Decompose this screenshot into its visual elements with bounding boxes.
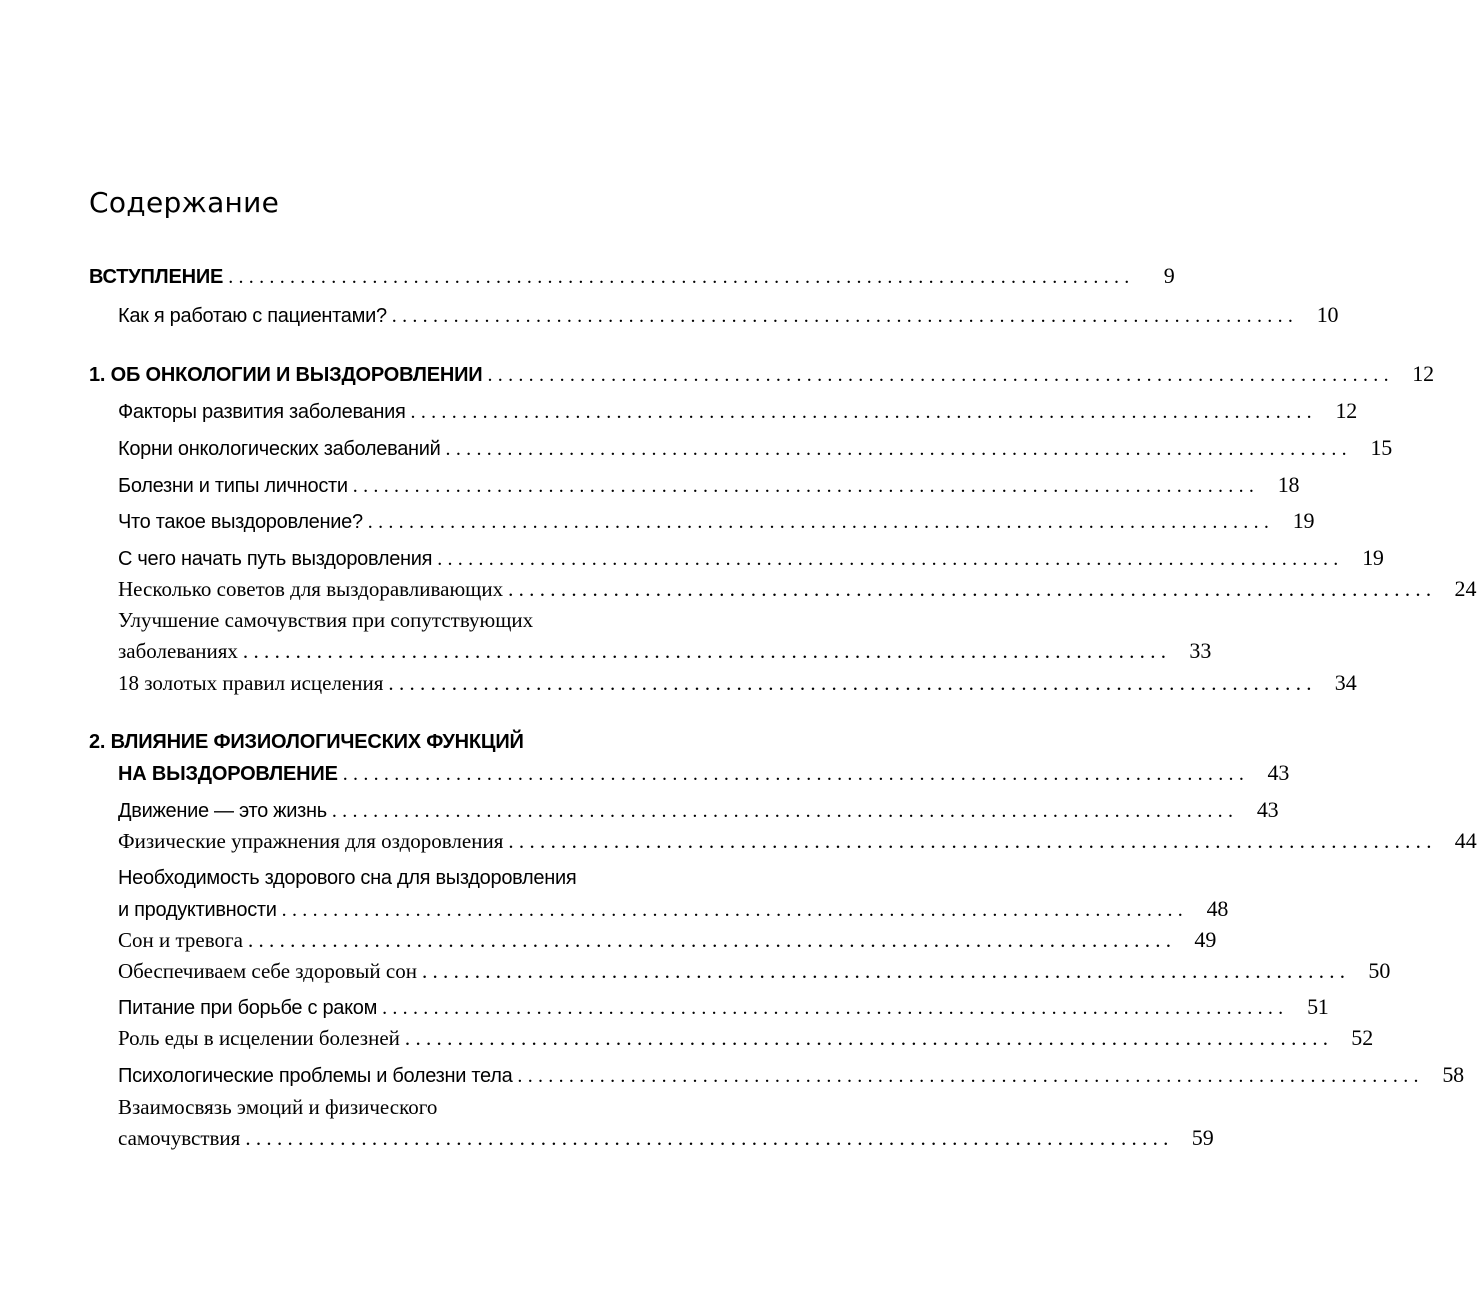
toc-entry[interactable] (0, 472, 1300, 499)
toc-entry-text: Что такое выздоровление? (118, 511, 363, 533)
toc-page-number: 51 (1307, 994, 1329, 1019)
toc-page-number: 19 (1362, 545, 1384, 570)
dot-leader: ........................................................................................ (228, 266, 1135, 288)
dot-leader: ........................................................................................ (245, 1126, 1174, 1150)
toc-page-number: 49 (1194, 927, 1217, 952)
toc-page-number: 15 (1370, 435, 1392, 460)
toc-entry[interactable] (0, 435, 1392, 462)
toc-page-number: 24 (1454, 576, 1477, 601)
dot-leader: ........................................................................................ (508, 829, 1437, 853)
toc-entry-line: Улучшение самочувствия при сопутствующих (118, 608, 534, 632)
toc-page-number: 10 (1316, 302, 1339, 327)
toc-entry[interactable] (0, 398, 1357, 425)
toc-entry[interactable] (0, 994, 1329, 1021)
toc-page-number: 12 (1412, 361, 1434, 386)
dot-leader: ........................................................................................ (437, 548, 1344, 570)
toc-entry[interactable] (0, 545, 1384, 572)
toc-entry-line: Необходимость здорового сна для выздоровления (118, 867, 577, 889)
toc-entry[interactable] (0, 1062, 1464, 1089)
dot-leader: ........................................................................................ (487, 364, 1394, 386)
toc-page-number: 58 (1442, 1062, 1464, 1087)
toc-entry[interactable] (0, 828, 1477, 854)
toc-entry[interactable] (0, 797, 1279, 824)
toc-page-number: 33 (1189, 638, 1212, 663)
toc-entry[interactable] (0, 508, 1315, 535)
toc-entry[interactable] (0, 302, 1339, 329)
toc-entry[interactable] (0, 670, 1357, 696)
toc-page-number: 43 (1267, 760, 1290, 785)
toc-entry-text: заболеваниях (118, 639, 238, 663)
dot-leader: ........................................................................................ (517, 1065, 1424, 1087)
toc-page-number: 50 (1368, 958, 1391, 983)
toc-page-number: 59 (1191, 1125, 1214, 1150)
dot-leader: ........................................................................................ (404, 1026, 1334, 1050)
dot-leader: ........................................................................................ (331, 800, 1239, 822)
dot-leader: ........................................................................................ (342, 763, 1250, 785)
toc-entry-text: 18 золотых правил исцеления (118, 671, 384, 695)
toc-entry-text: Роль еды в исцелении болезней (118, 1026, 400, 1050)
toc-entry-text: ВСТУПЛЕНИЕ (89, 266, 224, 288)
toc-entry[interactable] (0, 896, 1229, 923)
dot-leader: ........................................................................................ (445, 438, 1352, 460)
toc-page-number: 12 (1335, 398, 1357, 423)
toc-entry-text: Как я работаю с пациентами? (118, 305, 387, 327)
toc-entry[interactable] (0, 927, 1217, 953)
toc-entry-text: НА ВЫЗДОРОВЛЕНИЕ (118, 763, 338, 785)
toc-entry-text: самочувствия (118, 1126, 241, 1150)
toc-entry-text: Несколько советов для выздоравливающих (118, 577, 504, 601)
toc-page-number: 52 (1351, 1025, 1374, 1050)
toc-entry-text: 1. ОБ ОНКОЛОГИИ И ВЫЗДОРОВЛЕНИИ (89, 364, 483, 386)
toc-page-number: 34 (1334, 670, 1357, 695)
toc-page-number: 43 (1256, 797, 1279, 822)
toc-entry-text: Корни онкологических заболеваний (118, 438, 441, 460)
toc-entry-line: Взаимосвязь эмоций и физического (118, 1095, 438, 1119)
page-title: Содержание (89, 186, 280, 219)
toc-entry-text: Питание при борьбе с раком (118, 997, 378, 1019)
toc-entry-text: Психологические проблемы и болезни тела (118, 1065, 513, 1087)
toc-page-number: 44 (1454, 828, 1477, 853)
toc-entry-text: Физические упражнения для оздоровления (118, 829, 504, 853)
toc-entry[interactable] (0, 958, 1391, 984)
toc-page-number: 19 (1292, 508, 1315, 533)
toc-entry[interactable] (0, 576, 1477, 602)
toc-entry-text: и продуктивности (118, 899, 277, 921)
dot-leader: ........................................................................................ (247, 928, 1177, 952)
toc-entry-chapter-1[interactable] (0, 361, 1434, 388)
toc-entry-text: Факторы развития заболевания (118, 401, 406, 423)
dot-leader: ........................................................................................ (391, 305, 1299, 327)
dot-leader: ........................................................................................ (421, 959, 1351, 983)
dot-leader: ........................................................................................ (367, 511, 1275, 533)
toc-entry-intro[interactable] (0, 263, 1175, 290)
toc-page-number: 9 (1163, 263, 1175, 288)
toc-entry-text: Болезни и типы личности (118, 475, 348, 497)
dot-leader: ........................................................................................ (242, 639, 1172, 663)
toc-entry-line: 2. ВЛИЯНИЕ ФИЗИОЛОГИЧЕСКИХ ФУНКЦИЙ (89, 731, 524, 753)
toc-entry-text: Движение — это жизнь (118, 800, 327, 822)
toc-entry[interactable] (0, 1125, 1214, 1151)
dot-leader: ........................................................................................ (382, 997, 1289, 1019)
dot-leader: ........................................................................................ (352, 475, 1260, 497)
dot-leader: ........................................................................................ (508, 577, 1437, 601)
toc-entry[interactable] (0, 1025, 1374, 1051)
toc-page-number: 48 (1206, 896, 1229, 921)
toc-entry-text: Сон и тревога (118, 928, 243, 952)
dot-leader: ........................................................................................ (388, 671, 1317, 695)
toc-entry-chapter-2[interactable] (0, 760, 1290, 787)
dot-leader: ........................................................................................ (410, 401, 1317, 423)
toc-entry-text: С чего начать путь выздоровления (118, 548, 433, 570)
toc-entry-text: Обеспечиваем себе здоровый сон (118, 959, 417, 983)
toc-entry[interactable] (0, 638, 1212, 664)
toc-page-number: 18 (1277, 472, 1300, 497)
dot-leader: ........................................................................................ (281, 899, 1189, 921)
